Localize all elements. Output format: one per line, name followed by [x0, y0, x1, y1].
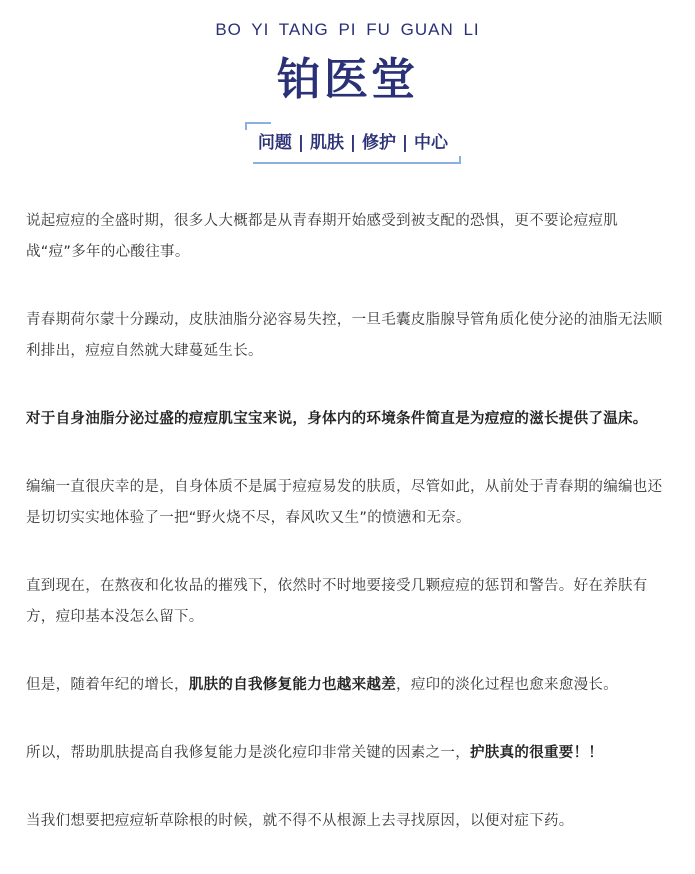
paragraph-6-lead: 但是，随着年纪的增长，: [26, 677, 189, 693]
paragraph-5: 直到现在，在熬夜和化妆品的摧残下，依然时不时地要接受几颗痘痘的惩罚和警告。好在养肤有方，痘印基本没怎么留下。: [26, 578, 648, 625]
tagline: 问题 | 肌肤 | 修护 | 中心: [257, 133, 449, 153]
paragraph-6-tail: ，痘印的淡化过程也愈来愈漫长。: [396, 677, 619, 693]
paragraph-4: 编编一直很庆幸的是，自身体质不是属于痘痘易发的肤质，尽管如此，从前处于青春期的编编也还是切切实实地体验了一把“野火烧不尽，春风吹又生”的愤懑和无奈。: [26, 479, 663, 526]
article-header: [0, 0, 695, 175]
paragraph-3-emphasis: 对于自身油脂分泌过盛的痘痘肌宝宝来说，身体内的环境条件简直是为痘痘的滋长提供了温床。: [26, 411, 648, 427]
paragraph-1: 说起痘痘的全盛时期，很多人大概都是从青春期开始感受到被支配的恐惧，更不要论痘痘肌战“痘”多年的心酸往事。: [26, 213, 618, 260]
brand-pinyin: BO YI TANG PI FU GUAN LI: [215, 20, 480, 39]
paragraph-2: 青春期荷尔蒙十分躁动，皮肤油脂分泌容易失控，一旦毛囊皮脂腺导管角质化使分泌的油脂无法顺利排出，痘痘自然就大肆蔓延生长。: [26, 312, 663, 359]
tagline-frame: [245, 122, 461, 164]
paragraph-7-bold: 护肤真的很重要！！: [470, 745, 604, 761]
frame-corner-top-left: [245, 122, 271, 130]
paragraph-7-lead: 所以，帮助肌肤提高自我修复能力是淡化痘印非常关键的因素之一，: [26, 745, 470, 761]
paragraph-7: [26, 738, 676, 769]
brand-name: 铂医堂: [277, 54, 418, 105]
frame-underline: [253, 162, 453, 164]
paragraph-6-bold: 肌肤的自我修复能力也越来越差: [188, 677, 397, 693]
article-body: [26, 206, 676, 874]
paragraph-6: [26, 670, 676, 701]
paragraph-8: 当我们想要把痘痘斩草除根的时候，就不得不从根源上去寻找原因，以便对症下药。: [26, 813, 574, 829]
